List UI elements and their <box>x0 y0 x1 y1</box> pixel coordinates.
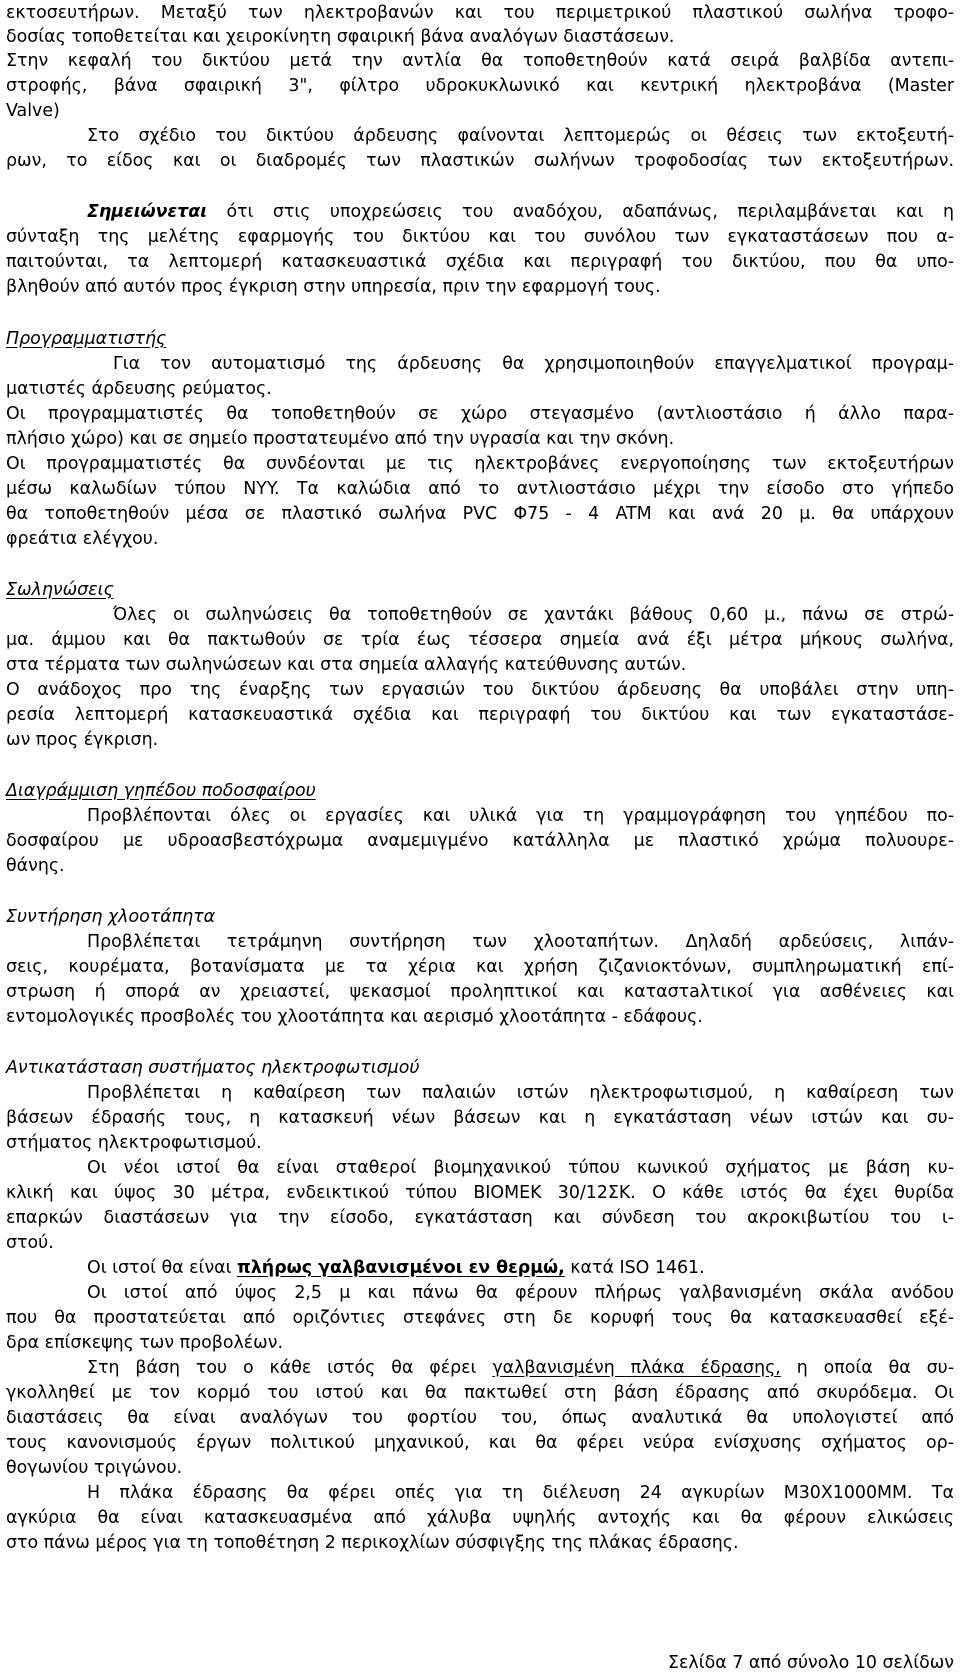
text-line: Στην κεφαλή του δικτύου μετά την αντλία θα τοποθετηθούν κατά σειρά βαλβίδα αντεπι- <box>6 51 954 71</box>
text-line: ων προς έγκριση. <box>6 730 159 750</box>
text-line: στού. <box>6 1233 54 1253</box>
text-line: δοσίας τοποθετείται και χειροκίνητη σφαιρική βάνα αναλόγων διαστάσεων. <box>6 27 675 47</box>
text-line: εντομολογικές προσβολές του χλοοτάπητα και αερισμό χλοοτάπητα - εδάφους. <box>6 1007 703 1027</box>
text-line: Προβλέπεται τετράμηνη συντήρηση των χλοοταπήτων. Δηλαδή αρδεύσεις, λιπάν- <box>87 932 954 952</box>
text-line: θα τοποθετηθούν μέσα σε πλαστικό σωλήνα PVC Φ75 - 4 ATM και ανά 20 μ. θα υπάρχουν <box>6 504 954 524</box>
text-line: Προβλέπεται η καθαίρεση των παλαιών ιστών ηλεκτροφωτισμού, η καθαίρεση των <box>87 1083 954 1103</box>
section-heading-turf-maintenance <box>6 904 954 931</box>
section-heading-text: Αντικατάσταση συστήματος ηλεκτροφωτισμού <box>6 1058 420 1078</box>
text-line: πλήσιο χώρο) και σε σημείο προστατευμένο από την υγρασία και την σκόνη. <box>6 429 675 449</box>
emphasis-base-plate: γαλβανισμένη πλάκα έδρασης, <box>492 1358 781 1378</box>
text-line: θογωνίου τριγώνου. <box>6 1458 183 1478</box>
text-line: βάσεων έδρασής τους, η κατασκευή νέων βάσεων και η εγκατάσταση νέων ιστών και συ- <box>6 1108 954 1128</box>
text-line: ρων, το είδος και οι διαδρομές των πλαστικών σωλήνων τροφοδοσίας των εκτοξευτήρων. <box>6 151 954 171</box>
text-fragment: η οποία θα συ- <box>780 1358 954 1378</box>
text-fragment: Στη βάση του ο κάθε ιστός θα φέρει <box>87 1358 493 1378</box>
page-number-footer: Σελίδα 7 από σύνολο 10 σελίδων <box>668 1653 954 1673</box>
text-line: στο πάνω μέρος για τη τοποθέτηση 2 περικοχλίων σύσφιγξης της πλάκας έδρασης. <box>6 1533 739 1553</box>
text-line: Προβλέπονται όλες οι εργασίες και υλικά για τη γραμμογράφηση του γηπέδου πο- <box>87 806 954 826</box>
section-heading-programmer <box>6 326 954 353</box>
text-line: φρεάτια ελέγχου. <box>6 529 159 549</box>
text-line: σεις, κουρέματα, βοτανίσματα με τα χέρια και χρήση ζιζανιοκτόνων, συμπληρωματική επί- <box>6 957 954 977</box>
text-line: κλική και ύψος 30 μέτρα, ενδεικτικού τύπου ΒΙΟΜΕΚ 30/12ΣΚ. Ο κάθε ιστός θα έχει θυρίδα <box>6 1183 954 1203</box>
text-line: εκτοσευτήρων. Μεταξύ των ηλεκτροβανών και του περιμετρικού πλαστικού σωλήνα τροφο- <box>6 3 954 23</box>
text-line: Οι ιστοί από ύψος 2,5 μ και πάνω θα φέρουν πλήρως γαλβανισμένη σκάλα ανόδου <box>87 1283 954 1303</box>
note-paragraph-line <box>87 199 954 226</box>
section-heading-piping <box>6 577 954 604</box>
text-line: μέσω καλωδίων τύπου NYY. Τα καλώδια από το αντλιοστάσιο μέχρι την είσοδο στο γήπεδο <box>6 479 954 499</box>
text-line: παιτούνται, τα λεπτομερή κατασκευαστικά σχέδια και περιγραφή του δικτύου, που θα υπο- <box>6 252 954 272</box>
section-heading-text: Σωληνώσεις <box>6 580 114 600</box>
galvanized-line <box>87 1255 705 1282</box>
text-fragment: Οι ιστοί θα είναι <box>87 1258 238 1278</box>
text-line: στρωση ή σπορά αν χρειαστεί, ψεκασμοί προληπτικοί και καταστaλτικοί για ασθένειες και <box>6 982 954 1002</box>
text-line: αγκύρια θα είναι κατασκευασμένα από χάλυβα υψηλής αντοχής και θα φέρουν ελικώσεις <box>6 1508 954 1528</box>
section-heading-text: Συντήρηση χλοοτάπητα <box>6 907 216 927</box>
text-line: Η πλάκα έδρασης θα φέρει οπές για τη διέλευση 24 αγκυρίων Μ30Χ1000ΜΜ. Τα <box>87 1483 954 1503</box>
text-fragment: κατά ISO 1461. <box>564 1258 705 1278</box>
text-line: επαρκών διαστάσεων για την είσοδο, εγκατάσταση και σύνδεση του ακροκιβωτίου του ι- <box>6 1208 954 1228</box>
section-heading-lighting <box>6 1055 954 1082</box>
text-line: ρεσία λεπτομερή κατασκευαστικά σχέδια και περιγραφή του δικτύου και των εγκαταστάσε- <box>6 705 954 725</box>
text-line: Για τον αυτοματισμό της άρδευσης θα χρησιμοποιηθούν επαγγελματικοί προγραμ- <box>113 354 954 374</box>
text-line: ματιστές άρδευσης ρεύματος. <box>6 379 272 399</box>
text-line: τους κανονισμούς έργων πολιτικού μηχανικού, και θα φέρει νεύρα ενίσχυσης σχήματος ορ- <box>6 1433 954 1453</box>
text-line: βληθούν από αυτόν προς έγκριση στην υπηρεσία, πριν την εφαρμογή τους. <box>6 277 661 297</box>
text-line: Οι προγραμματιστές θα συνδέονται με τις ηλεκτροβάνες ενεργοποίησης των εκτοξευτήρων <box>6 454 954 474</box>
text-line: σύνταξη της μελέτης εφαρμογής του δικτύου και του συνόλου των εγκαταστάσεων που α- <box>6 227 954 247</box>
section-heading-field-marking <box>6 778 954 805</box>
emphasis-galvanized: πλήρως γαλβανισμένοι εν θερμώ, <box>237 1258 565 1278</box>
text-line: Οι νέοι ιστοί θα είναι σταθεροί βιομηχανικού τύπου κωνικού σχήματος με βάση κυ- <box>87 1158 954 1178</box>
base-plate-line <box>87 1355 954 1382</box>
section-heading-text: Διαγράμμιση γηπέδου ποδοσφαίρου <box>6 781 316 801</box>
text-line: Στο σχέδιο του δικτύου άρδευσης φαίνονται λεπτομερώς οι θέσεις των εκτοξευτή- <box>87 126 954 146</box>
note-text: ότι στις υποχρεώσεις του αναδόχου, αδαπάνως, περιλαμβάνεται και η <box>206 202 954 222</box>
text-line: Οι προγραμματιστές θα τοποθετηθούν σε χώρο στεγασμένο (αντλιοστάσιο ή άλλο παρα- <box>6 404 954 424</box>
section-heading-text: Προγραμματιστής <box>6 329 167 349</box>
text-line: διαστάσεις θα είναι αναλόγων του φορτίου του, όπως αναλυτικά θα υπολογιστεί από <box>6 1408 954 1428</box>
text-line: Όλες οι σωληνώσεις θα τοποθετηθούν σε χαντάκι βάθους 0,60 μ., πάνω σε στρώ- <box>113 605 954 625</box>
text-line: θάνης. <box>6 856 65 876</box>
note-emphasis: Σημειώνεται <box>87 202 207 222</box>
text-line: στροφής, βάνα σφαιρική 3", φίλτρο υδροκυκλωνικό και κεντρική ηλεκτροβάνα (Master <box>6 76 954 96</box>
text-line: στήματος ηλεκτροφωτισμού. <box>6 1133 262 1153</box>
text-line: γκολληθεί με τον κορμό του ιστού και θα πακτωθεί στη βάση έδρασης από σκυρόδεμα. Οι <box>6 1383 954 1403</box>
text-line: που θα προστατεύεται από οριζόντιες στεφάνες στη δε κορυφή τους θα κατασκευασθεί εξέ- <box>6 1308 954 1328</box>
text-line: μα. άμμου και θα πακτωθούν σε τρία έως τέσσερα σημεία ανά έξι μέτρα μήκους σωλήνα, <box>6 630 954 650</box>
text-line: Valve) <box>6 101 60 121</box>
text-line: δοσφαίρου με υδροασβεστόχρωμα αναμεμιγμένο κατάλληλα με πλαστικό χρώμα πολυουρε- <box>6 831 954 851</box>
text-line: Ο ανάδοχος προ της έναρξης των εργασιών του δικτύου άρδευσης θα υποβάλει στην υπη- <box>6 680 954 700</box>
text-line: στα τέρματα των σωληνώσεων και στα σημεία αλλαγής κατεύθυνσης αυτών. <box>6 655 687 675</box>
text-line: δρα επίσκεψης των προβολέων. <box>6 1333 283 1353</box>
